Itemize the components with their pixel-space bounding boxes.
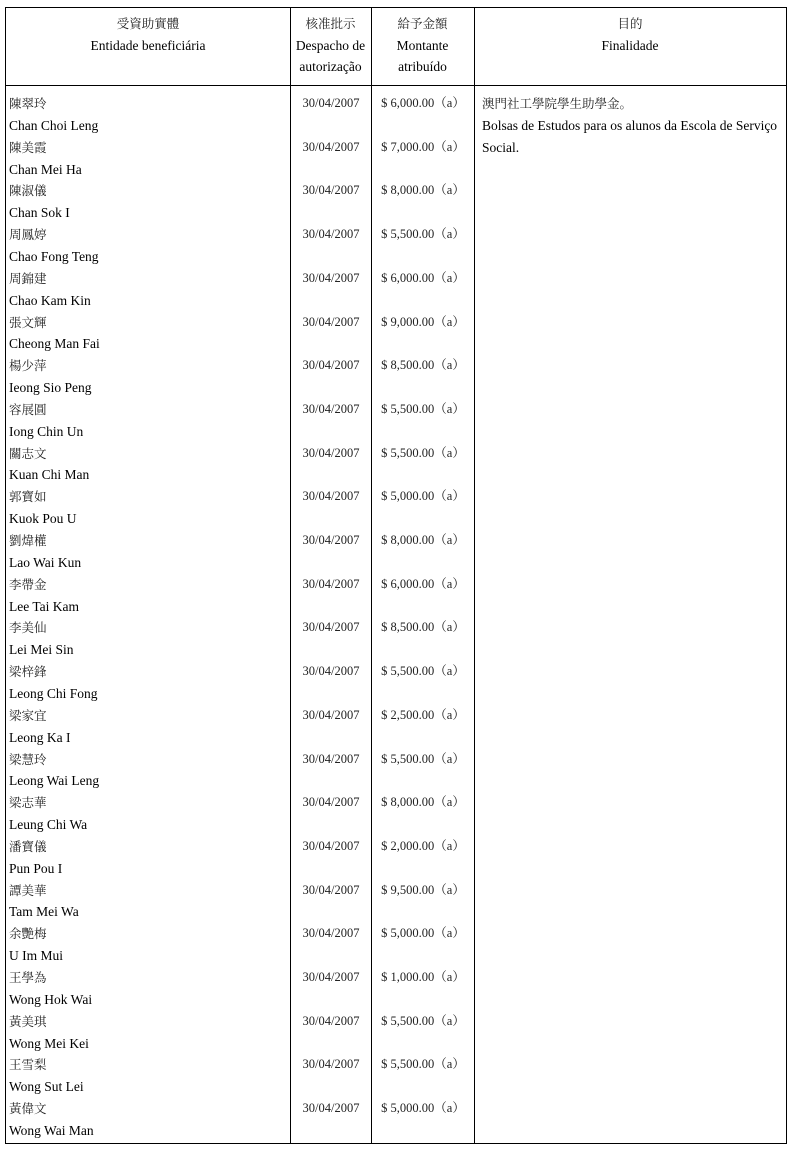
beneficiary-cell — [9, 312, 287, 356]
amount: $ 5,000.00（a） — [381, 1101, 465, 1116]
dispatch-date: 30/04/2007 — [302, 707, 360, 722]
table-row — [6, 312, 786, 356]
table-row — [6, 530, 786, 574]
amount: $ 2,500.00（a） — [381, 707, 465, 722]
table-row — [6, 93, 786, 137]
table-row — [6, 443, 786, 487]
dispatch-date: 30/04/2007 — [302, 795, 360, 810]
beneficiary-cell — [9, 268, 287, 312]
amount: $ 8,500.00（a） — [381, 620, 465, 635]
beneficiary-name-pt: Wong Hok Wai — [9, 991, 93, 1007]
dispatch-date: 30/04/2007 — [302, 358, 360, 373]
amount: $ 2,000.00（a） — [381, 838, 465, 853]
amount: $ 9,000.00（a） — [381, 314, 465, 329]
beneficiary-name-zh: 梁志華 — [9, 795, 47, 811]
amount: $ 5,000.00（a） — [381, 489, 465, 504]
beneficiary-cell — [9, 137, 287, 181]
beneficiary-name-zh: 陳翠玲 — [9, 96, 47, 111]
header-dispatch-zh: 核准批示 — [305, 16, 356, 31]
beneficiary-cell — [9, 355, 287, 399]
dispatch-date: 30/04/2007 — [302, 445, 360, 460]
beneficiary-name-pt: U Im Mui — [9, 948, 63, 964]
dispatch-date: 30/04/2007 — [302, 227, 360, 242]
dispatch-date: 30/04/2007 — [302, 576, 360, 591]
table-row — [6, 1098, 786, 1142]
beneficiary-name-zh: 郭寶如 — [9, 489, 47, 505]
purpose-pt: Bolsas de Estudos para os alunos da Escola de Serviço Social. — [482, 118, 778, 155]
table-row — [6, 1011, 786, 1055]
beneficiary-name-pt: Lee Tai Kam — [9, 598, 80, 614]
dispatch-date: 30/04/2007 — [302, 183, 360, 198]
beneficiary-cell — [9, 617, 287, 661]
beneficiary-name-zh: 梁慧玲 — [9, 751, 47, 767]
beneficiary-name-pt: Tam Mei Wa — [9, 904, 79, 920]
amount: $ 5,500.00（a） — [381, 1057, 465, 1072]
beneficiary-name-zh: 梁梓鋒 — [9, 664, 47, 680]
header-dispatch-pt2: autorização — [299, 59, 362, 74]
beneficiary-name-pt: Lei Mei Sin — [9, 642, 74, 658]
beneficiary-cell — [9, 967, 287, 1011]
header-amount-zh: 給予金額 — [397, 16, 448, 31]
header-entity-pt: Entidade beneficiária — [90, 37, 206, 53]
dispatch-date: 30/04/2007 — [302, 1057, 360, 1072]
table-row — [6, 617, 786, 661]
beneficiary-cell — [9, 923, 287, 967]
beneficiary-name-zh: 陳美霞 — [9, 139, 47, 155]
amount: $ 5,500.00（a） — [381, 664, 465, 679]
amount: $ 7,000.00（a） — [381, 139, 465, 154]
amount: $ 5,500.00（a） — [381, 227, 465, 242]
beneficiary-name-zh: 余艷梅 — [9, 926, 47, 942]
purpose-zh: 澳門社工學院學生助學金。 — [482, 96, 633, 111]
amount: $ 5,500.00（a） — [381, 1013, 465, 1028]
beneficiary-name-pt: Chan Choi Leng — [9, 117, 99, 133]
amount: $ 8,000.00（a） — [381, 183, 465, 198]
dispatch-date: 30/04/2007 — [302, 401, 360, 416]
header-purpose-zh: 目的 — [617, 16, 643, 31]
table-row — [6, 137, 786, 181]
dispatch-date: 30/04/2007 — [302, 620, 360, 635]
table-row — [6, 967, 786, 1011]
dispatch-date: 30/04/2007 — [302, 751, 360, 766]
dispatch-date: 30/04/2007 — [302, 1101, 360, 1116]
beneficiary-name-pt: Wong Wai Man — [9, 1122, 94, 1138]
table-row — [6, 268, 786, 312]
table-row — [6, 923, 786, 967]
beneficiary-cell — [9, 749, 287, 793]
beneficiary-name-zh: 容展圓 — [9, 401, 47, 417]
header-amount — [371, 8, 474, 85]
dispatch-date: 30/04/2007 — [302, 926, 360, 941]
beneficiary-name-pt: Leong Ka I — [9, 729, 71, 745]
beneficiary-name-pt: Kuok Pou U — [9, 511, 77, 527]
beneficiary-name-pt: Ieong Sio Peng — [9, 380, 92, 396]
header-purpose — [474, 8, 786, 85]
beneficiary-name-zh: 黃美琪 — [9, 1013, 47, 1029]
amount: $ 6,000.00（a） — [381, 576, 465, 591]
beneficiary-name-pt: Leung Chi Wa — [9, 817, 88, 833]
table-row — [6, 486, 786, 530]
beneficiary-name-pt: Wong Mei Kei — [9, 1035, 89, 1051]
amount: $ 5,000.00（a） — [381, 926, 465, 941]
beneficiary-name-pt: Iong Chin Un — [9, 423, 84, 439]
beneficiary-cell — [9, 399, 287, 443]
table-row — [6, 705, 786, 749]
table-row — [6, 836, 786, 880]
beneficiary-name-pt: Lao Wai Kun — [9, 554, 82, 570]
beneficiary-cell — [9, 224, 287, 268]
dispatch-date: 30/04/2007 — [302, 1013, 360, 1028]
amount: $ 5,500.00（a） — [381, 751, 465, 766]
amount: $ 8,000.00（a） — [381, 795, 465, 810]
table-row — [6, 224, 786, 268]
beneficiary-name-zh: 李美仙 — [9, 620, 47, 636]
table-row — [6, 1054, 786, 1098]
table-row — [6, 399, 786, 443]
table-row — [6, 574, 786, 618]
dispatch-date: 30/04/2007 — [302, 970, 360, 984]
beneficiary-cell — [9, 443, 287, 487]
beneficiary-cell — [9, 530, 287, 574]
header-entity-zh: 受資助實體 — [116, 16, 180, 31]
beneficiary-name-zh: 譚美華 — [9, 882, 47, 898]
amount: $ 9,500.00（a） — [381, 882, 465, 897]
amount: $ 6,000.00（a） — [381, 96, 465, 110]
dispatch-date: 30/04/2007 — [302, 270, 360, 285]
beneficiary-cell — [9, 486, 287, 530]
amount: $ 6,000.00（a） — [381, 270, 465, 285]
header-purpose-pt: Finalidade — [601, 37, 659, 53]
header-amount-pt1: Montante — [396, 37, 449, 53]
amount: $ 5,500.00（a） — [381, 445, 465, 460]
dispatch-date: 30/04/2007 — [302, 533, 360, 547]
beneficiary-name-pt: Chao Fong Teng — [9, 248, 99, 264]
header-dispatch — [290, 8, 371, 85]
beneficiary-name-zh: 周錦建 — [9, 270, 47, 286]
beneficiary-name-zh: 王學為 — [9, 970, 47, 985]
beneficiary-cell — [9, 705, 287, 749]
beneficiary-name-zh: 楊少萍 — [9, 358, 47, 374]
beneficiary-name-zh: 王雪梨 — [9, 1057, 47, 1073]
amount: $ 5,500.00（a） — [381, 401, 465, 416]
table-row — [6, 355, 786, 399]
beneficiary-name-zh: 潘寶儀 — [9, 838, 47, 854]
beneficiary-name-pt: Leong Chi Fong — [9, 685, 98, 701]
beneficiary-name-zh: 黃偉文 — [9, 1101, 47, 1117]
beneficiary-cell — [9, 792, 287, 836]
beneficiary-cell — [9, 1098, 287, 1142]
dispatch-date: 30/04/2007 — [302, 664, 360, 679]
beneficiary-cell — [9, 574, 287, 618]
dispatch-date: 30/04/2007 — [302, 314, 360, 329]
beneficiary-cell — [9, 1011, 287, 1055]
dispatch-date: 30/04/2007 — [302, 139, 360, 154]
beneficiary-name-pt: Cheong Man Fai — [9, 336, 100, 352]
beneficiary-name-zh: 李帶金 — [9, 576, 47, 592]
beneficiary-cell — [9, 880, 287, 924]
beneficiary-name-pt: Chao Kam Kin — [9, 292, 91, 308]
amount: $ 1,000.00（a） — [381, 970, 465, 984]
header-divider — [6, 85, 786, 86]
beneficiary-name-pt: Pun Pou I — [9, 860, 63, 876]
header-dispatch-pt1: Despacho de — [295, 37, 366, 53]
dispatch-date: 30/04/2007 — [302, 838, 360, 853]
beneficiary-name-zh: 關志文 — [9, 445, 47, 461]
beneficiary-cell — [9, 661, 287, 705]
beneficiary-name-pt: Wong Sut Lei — [9, 1079, 84, 1095]
beneficiary-name-pt: Kuan Chi Man — [9, 467, 90, 483]
header-entity — [6, 8, 290, 85]
beneficiary-name-zh: 周鳳婷 — [9, 227, 47, 243]
beneficiary-cell — [9, 180, 287, 224]
beneficiary-name-zh: 張文輝 — [9, 314, 47, 330]
grant-table — [5, 7, 787, 1144]
beneficiary-cell — [9, 93, 287, 137]
table-row — [6, 792, 786, 836]
table-row — [6, 180, 786, 224]
table-row — [6, 661, 786, 705]
dispatch-date: 30/04/2007 — [302, 489, 360, 504]
beneficiary-name-zh: 梁家宜 — [9, 707, 47, 723]
beneficiary-cell — [9, 1054, 287, 1098]
beneficiary-name-pt: Chan Sok I — [9, 205, 70, 221]
amount: $ 8,500.00（a） — [381, 358, 465, 373]
dispatch-date: 30/04/2007 — [302, 882, 360, 897]
header-amount-pt2: atribuído — [398, 59, 447, 74]
amount: $ 8,000.00（a） — [381, 533, 465, 547]
beneficiary-name-pt: Leong Wai Leng — [9, 773, 100, 789]
dispatch-date: 30/04/2007 — [302, 96, 360, 110]
beneficiary-name-zh: 劉煒權 — [9, 533, 47, 548]
table-row — [6, 880, 786, 924]
table-row — [6, 749, 786, 793]
beneficiary-cell — [9, 836, 287, 880]
beneficiary-name-zh: 陳淑儀 — [9, 183, 47, 199]
beneficiary-name-pt: Chan Mei Ha — [9, 161, 82, 177]
